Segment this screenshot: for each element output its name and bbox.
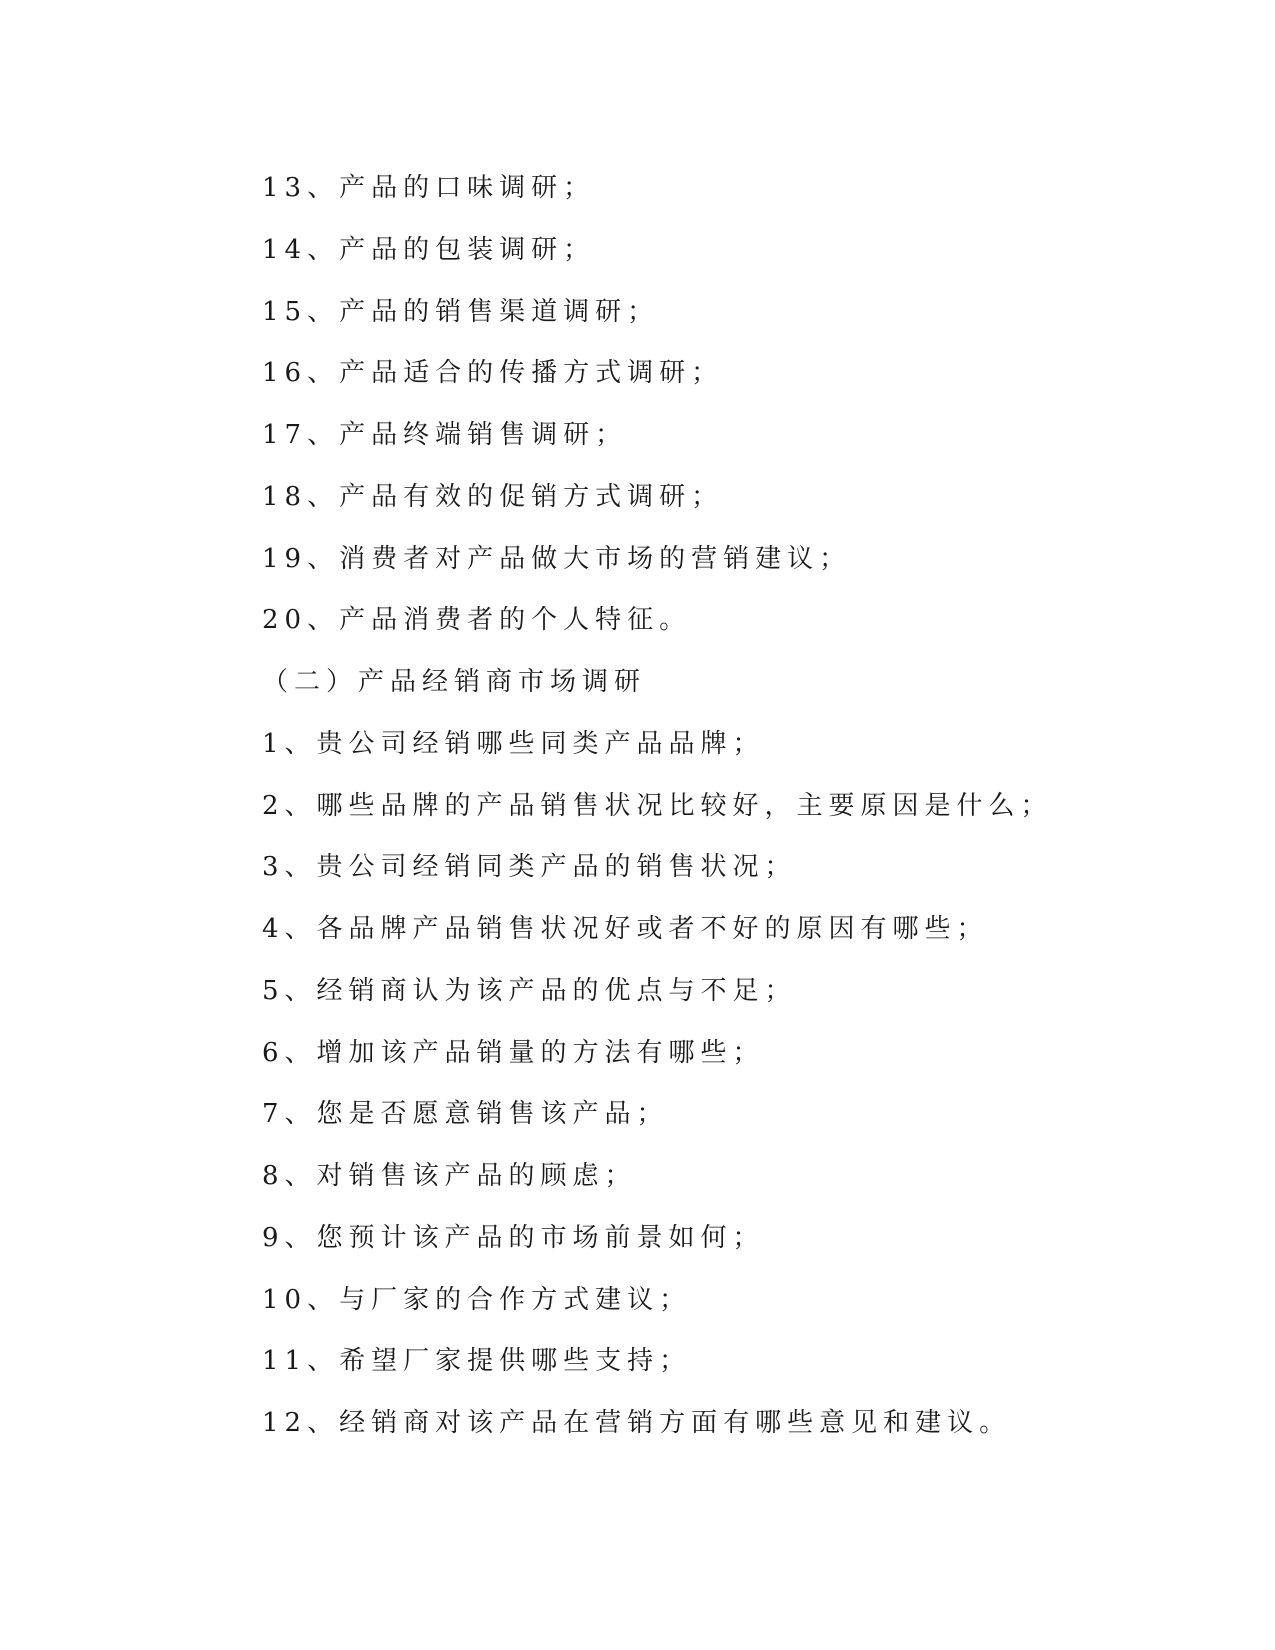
list-item: 18、产品有效的促销方式调研； bbox=[262, 481, 724, 512]
list-item: 16、产品适合的传播方式调研； bbox=[262, 358, 724, 389]
list-item: 14、产品的包装调研； bbox=[262, 234, 596, 265]
list-item: 6、增加该产品销量的方法有哪些； bbox=[262, 1037, 765, 1068]
list-item: 12、经销商对该产品在营销方面有哪些意见和建议。 bbox=[262, 1408, 1012, 1438]
list-item: 5、经销商认为该产品的优点与不足； bbox=[262, 975, 797, 1006]
list-item: 19、消费者对产品做大市场的营销建议； bbox=[262, 543, 852, 574]
list-item: 20、产品消费者的个人特征。 bbox=[262, 605, 692, 636]
list-item: 7、您是否愿意销售该产品； bbox=[262, 1099, 669, 1130]
section-heading-dealer-research: （二）产品经销商市场调研 bbox=[262, 667, 647, 697]
list-item: 1、贵公司经销哪些同类产品品牌； bbox=[262, 728, 765, 759]
list-item: 10、与厂家的合作方式建议； bbox=[262, 1284, 692, 1315]
list-item: 3、贵公司经销同类产品的销售状况； bbox=[262, 852, 797, 883]
list-item: 2、哪些品牌的产品销售状况比较好，主要原因是什么； bbox=[262, 790, 1053, 821]
document-body bbox=[262, 168, 1162, 1465]
list-item: 8、对销售该产品的顾虑； bbox=[262, 1161, 637, 1191]
list-item: 4、各品牌产品销售状况好或者不好的原因有哪些； bbox=[262, 914, 989, 944]
list-item: 9、您预计该产品的市场前景如何； bbox=[262, 1222, 765, 1253]
list-item: 11、希望厂家提供哪些支持； bbox=[262, 1346, 692, 1377]
list-item: 17、产品终端销售调研； bbox=[262, 420, 628, 450]
list-item: 13、产品的口味调研； bbox=[262, 173, 596, 203]
list-item: 15、产品的销售渠道调研； bbox=[262, 296, 660, 327]
